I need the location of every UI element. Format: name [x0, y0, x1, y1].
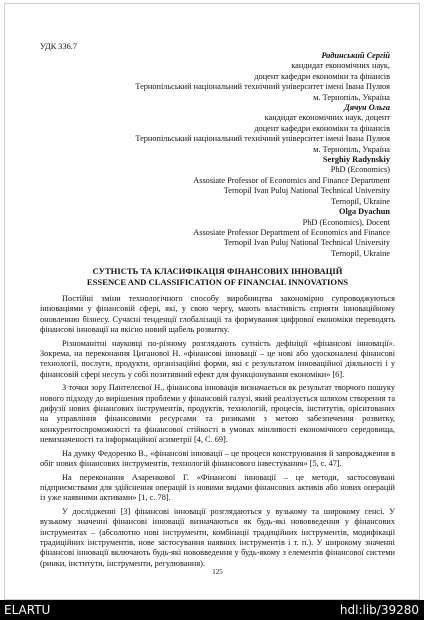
body-paragraph: На думку Федоренко В., «фінансові інновації – це процеси конструювання й запровадження в обіг нових фінансових інструментів, технологій фінансового інвестування» [5, с. 47]. — [40, 448, 395, 469]
authors-block — [60, 51, 390, 259]
author-affiliation-line: доцент кафедри економіки та фінансів — [254, 71, 390, 81]
author-affiliation-line: м. Тернопіль, Україна — [313, 144, 390, 154]
article-body — [40, 294, 395, 569]
author-affiliation-line: Тернопільський національний технічний університет імені Івана Пулюя — [135, 134, 390, 144]
author-affiliation-line: Тернопільський національний технічний університет імені Івана Пулюя — [135, 82, 390, 92]
footer-handle-label: hdl:lib/39280 — [339, 603, 419, 617]
author-affiliation-line: PhD (Economics), Docent — [302, 217, 390, 227]
body-paragraph: З точки зору Пантелєєвої Н., фінансова інновація визначається як результат творчого пошуку нового підходу до вирішення проблеми у фінансовій галузі, який реалізується шляхом створення та дифузії нових фінансових інструментів, продуктів, технологій, процесів, інститутів, орієнтованих на управління фінансовими ресурсами та ризиками з метою забезпечення розвитку, конкурентоспроможності та фінансової стійкості в умовах мінливості економічного середовища, невизначеності та інформаційної асиметрії [4, С. 69]. — [40, 383, 395, 445]
author-affiliation-line: PhD (Economics) — [330, 165, 390, 175]
document-page — [40, 4, 395, 600]
author-affiliation-line: Assosiate Professor Department of Economics and Finance — [193, 227, 390, 237]
author-name: Радинський Сергій — [321, 51, 390, 60]
scanned-page — [4, 3, 420, 600]
author-affiliation-line: Assosiate Professor of Economics and Finance Department — [193, 175, 390, 185]
footer-repository-label: ELARTU — [4, 603, 51, 617]
author-affiliation-line: м. Тернопіль, Україна — [313, 92, 390, 102]
page-number: 125 — [212, 568, 223, 576]
author-name: Serghiy Radynskiy — [322, 155, 390, 165]
author-affiliation-line: Ternopil, Ukraine — [331, 196, 390, 206]
body-paragraph: На переконання Азаренкової Г. «Фінансові інновації – це методи, застосовувані підприємствами для здійснення операцій із новими видами фінансових активів або нових операцій із уже наявними активами» [1, с. 78]. — [40, 472, 395, 503]
author-affiliation-line: Ternopil, Ukraine — [331, 248, 390, 258]
footer-bar — [0, 600, 424, 620]
title-ua: СУТНІСТЬ ТА КЛАСИФІКАЦІЯ ФІНАНСОВИХ ІННОВАЦІЙ — [92, 266, 343, 276]
udk-code: УДК 336.7 — [40, 42, 77, 51]
body-paragraph: Різноманітні науковці по-різному розглядають сутність дефініції «фінансові інновації». Зокрема, на переконання Циганової Н. «фінансові інновації – це нові або удосконалені фінансові технології, послуги, продукти, організаційні форми, які є результатом інноваційної діяльності і у фінансовій сфері несуть у собі позитивний ефект для функціонування економіки» [6]. — [40, 338, 395, 379]
author-affiliation-line: кандидат економічних наук, — [291, 61, 390, 71]
author-name: Дячун Ольга — [344, 103, 390, 113]
author-name: Olga Dyachun — [339, 207, 390, 217]
author-affiliation-line: Ternopil Ivan Puluj National Technical University — [223, 238, 390, 248]
title-en: ESSENCE AND CLASSIFICATION OF FINANCIAL INNOVATIONS — [86, 277, 349, 287]
article-title — [40, 266, 395, 288]
body-paragraph: У дослідженні [3] фінансові інновації розглядаються у вузькому та широкому сенсі. У вузькому значенні фінансові інновації визначаються як будь-які нововведення у фінансових інструментах – (абсолютно нові інструменти, комбінації традиційних інструментів, модифікації традиційних інструментів, нове застосування наявних інструментів і т. п.). У широкому значенні фінансові інновації включають будь-які нововведення у будь-якому з елементів фінансової системи (ринки, інститути, інструменти, регулювання). — [40, 506, 395, 568]
author-affiliation-line: доцент кафедри економіки та фінансів — [254, 123, 390, 133]
author-affiliation-line: кандидат економічних наук, доцент — [264, 113, 390, 123]
author-affiliation-line: Ternopil Ivan Puluj National Technical University — [223, 186, 390, 196]
body-paragraph: Постійні зміни технологічного способу виробництва закономірно супроводжуються інноваціями у фінансовій сфері, які, у свою чергу, мають властивість сприяти інноваційному оновленню бізнесу. Сучасні тенденції глобалізації та формування цифрової економіки переводять фінансові інновації на якісно новий щабель розвитку. — [40, 294, 395, 335]
